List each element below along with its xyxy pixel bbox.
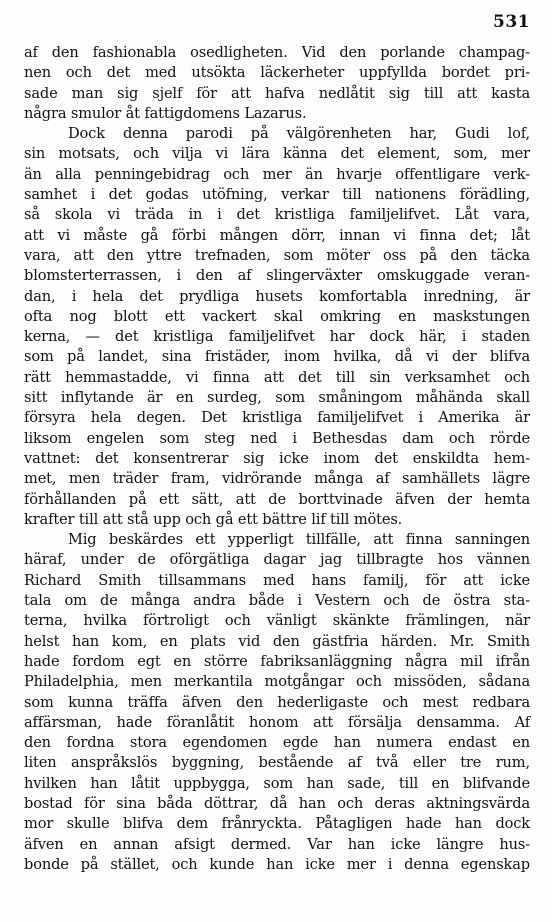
text-line: dan, i hela det prydliga husets komfortabla inredning, är (24, 287, 530, 305)
text-line: samhet i det godas utöfning, verkar till nationens förädling, (24, 186, 530, 204)
text-line: helst han kom, en plats vid den gästfria härden. Mr. Smith (24, 632, 530, 650)
text-line: sade man sig sjelf för att hafva nedlåtit sig till att kasta (24, 84, 530, 102)
text-line: hvilken han låtit uppbygga, som han sade, till en blifvande (24, 774, 530, 792)
text-line: blomsterterrassen, i den af slingerväxter omskuggade veran- (24, 267, 530, 285)
text-line: några smulor åt fattigdomens Lazarus. (24, 104, 307, 122)
text-line: hade fordom egt en större fabriksanläggning några mil ifrån (24, 652, 530, 670)
text-line: terna, hvilka förtroligt och vänligt skänkte främlingen, när (24, 612, 530, 630)
text-line: häraf, under de oförgätliga dagar jag tillbragte hos vännen (24, 551, 530, 569)
text-line: som på landet, sina fristäder, inom hvilka, då vi der blifva (24, 348, 530, 366)
text-line: att vi måste gå förbi mången dörr, innan vi finna det; låt (24, 226, 530, 244)
text-line: försyra hela degen. Det kristliga familjelifvet i Amerika är (24, 409, 530, 427)
text-line: mor skulle blifva dem frånryckta. Påtagligen hade han dock (24, 815, 530, 833)
text-line: än alla penningebidrag och mer än hvarje offentligare verk- (24, 165, 530, 183)
text-line: met, men träder fram, vidrörande många af samhällets lägre (24, 470, 530, 488)
text-line: liksom engelen som steg ned i Bethesdas dam och rörde (24, 429, 530, 447)
text-line: den fordna stora egendomen egde han numera endast en (24, 734, 530, 752)
text-line: rätt hemmastadde, vi finna att det till sin verksamhet och (24, 368, 530, 386)
text-line: äfven en annan afsigt dermed. Var han icke längre hus- (24, 835, 530, 853)
text-line: kerna, — det kristliga familjelifvet har dock här, i staden (24, 328, 530, 346)
text-line: sin motsats, och vilja vi lära känna det element, som, mer (24, 145, 530, 163)
text-line: sitt inflytande är en surdeg, som småningom måhända skall (24, 389, 530, 407)
text-line: så skola vi träda in i det kristliga familjelifvet. Låt vara, (24, 206, 530, 224)
text-line: nen och det med utsökta läckerheter uppfyllda bordet pri- (24, 64, 530, 82)
text-line: affärsman, hade föranlåtit honom att försälja densamma. Af (24, 713, 530, 731)
text-line: af den fashionabla osedligheten. Vid den porlande champag- (24, 44, 530, 61)
text-line: förhållanden på ett sätt, att de borttvinade äfven der hemta (24, 490, 530, 508)
text-line: krafter till att stå upp och gå ett bättre lif till mötes. (24, 510, 403, 528)
text-line: tala om de många andra både i Vestern och de östra sta- (24, 592, 530, 610)
text-line: bonde på stället, och kunde han icke mer i denna egenskap (24, 855, 530, 873)
body-text (24, 43, 530, 875)
page-number: 531 (493, 12, 530, 32)
text-line: bostad för sina båda döttrar, då han och deras aktningsvärda (24, 794, 530, 812)
text-line: vattnet: det konsentrerar sig icke inom det enskildta hem- (24, 449, 530, 467)
text-line: som kunna träffa äfven den hederligaste och mest redbara (24, 693, 530, 711)
text-line: Richard Smith tillsammans med hans familj, för att icke (24, 571, 530, 589)
text-line: vara, att den yttre trefnaden, som möter oss på den täcka (24, 246, 530, 264)
text-line: ofta nog blott ett vackert skal omkring en maskstungen (24, 307, 530, 325)
text-line: liten anspråkslös byggning, bestående af två eller tre rum, (24, 754, 530, 772)
text-line: Mig beskärdes ett ypperligt tillfälle, att finna sanningen (68, 531, 530, 549)
text-line: Dock denna parodi på välgörenheten har, Gudi lof, (68, 125, 530, 143)
text-line: Philadelphia, men merkantila motgångar och missöden, sådana (24, 673, 530, 691)
